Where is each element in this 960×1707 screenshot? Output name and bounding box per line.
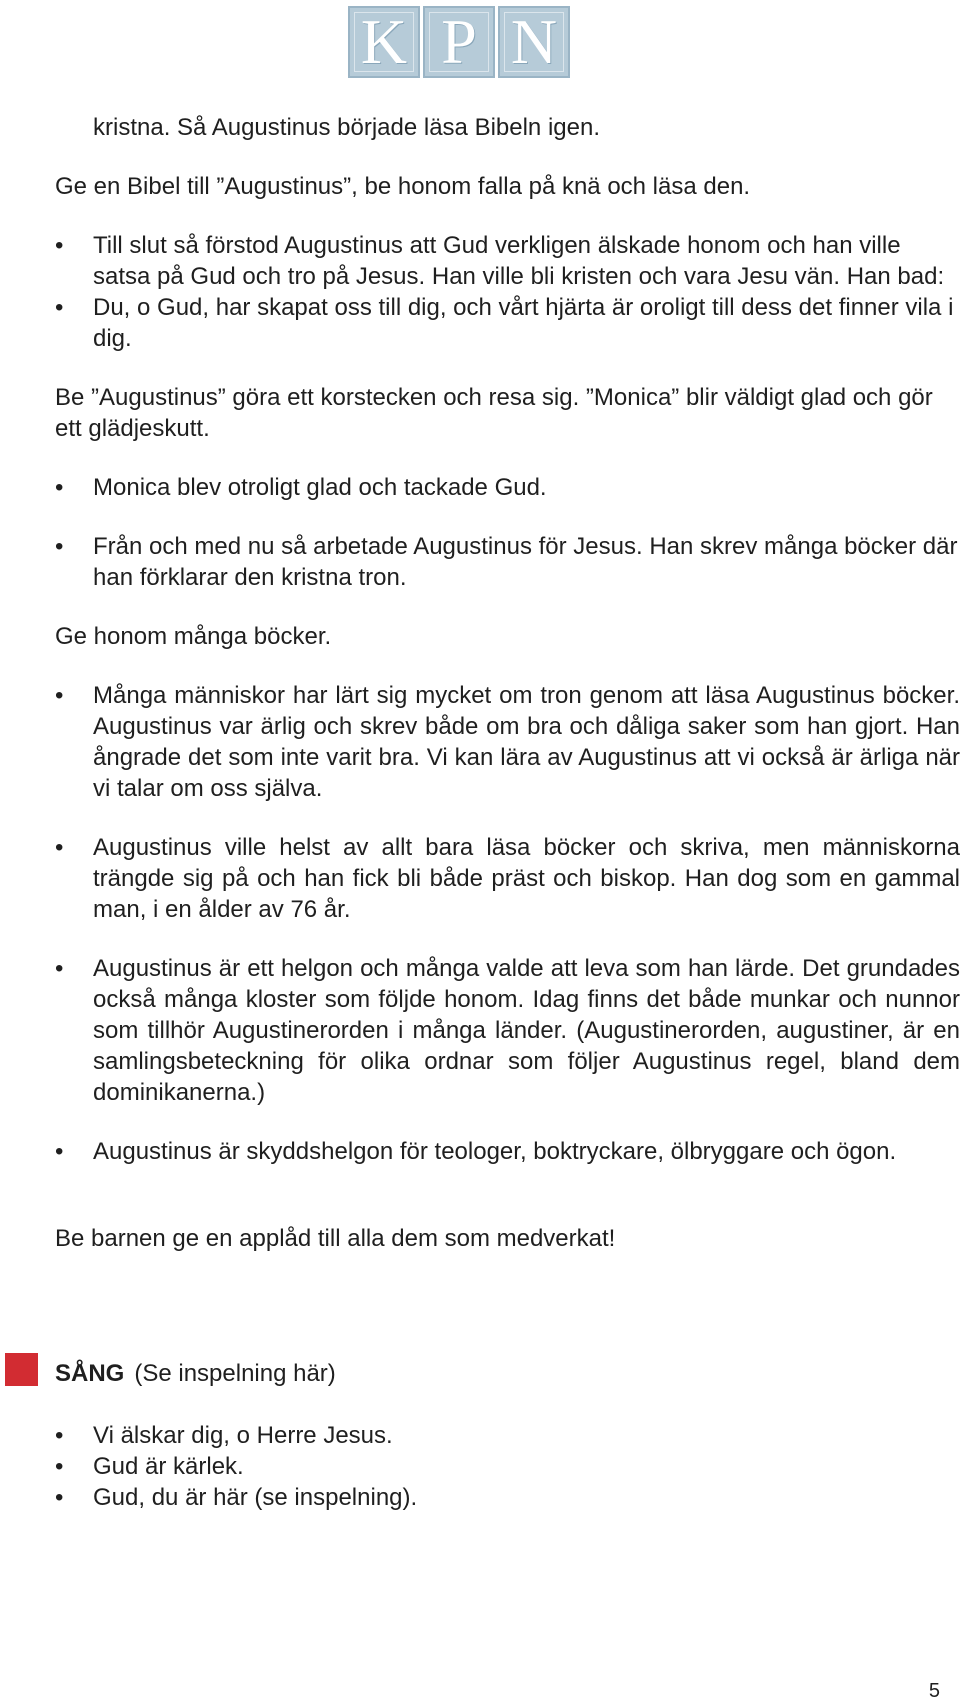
song-list-item [55,1482,960,1513]
instruction: Ge en Bibel till ”Augustinus”, be honom falla på knä och läsa den. [55,173,751,200]
list-item-text: Monica blev otroligt glad och tackade Gud. [93,474,547,501]
logo-tile-k [348,6,420,78]
list-item [55,531,960,593]
bullet: • [55,1422,64,1449]
list-item [55,292,960,354]
bullet: • [55,955,64,982]
list-item [55,832,960,925]
logo-letter: N [510,6,558,77]
logo-letter: K [360,6,408,77]
song-heading [55,1358,960,1406]
song-list-item [55,1451,960,1482]
bullet: • [55,294,64,321]
song-title: SÅNG [55,1360,125,1387]
paragraph: kristna. Så Augustinus började läsa Bibeln igen. [93,114,600,141]
list-item-text: Från och med nu så arbetade Augustinus för Jesus. Han skrev många böcker där han förklarar den kristna tron. [93,533,958,591]
bullet: • [55,682,64,709]
song-list-item [55,1420,960,1451]
list-item-text: Många människor har lärt sig mycket om tron genom att läsa Augustinus böcker. Augustinus var ärlig och skrev både om bra och dåliga saker som han gjort. Han ångrade det som inte varit bra. Vi kan lära av Augustinus att vi också är ärliga när vi talar om oss själva. [93,682,960,802]
bullet: • [55,232,64,259]
song-name: Gud, du är här (se inspelning). [93,1484,418,1511]
instruction: Be ”Augustinus” göra ett korstecken och resa sig. ”Monica” blir väldigt glad och gör ett glädjeskutt. [55,384,933,442]
list-item [55,1136,960,1167]
logo-tile-p [423,6,495,78]
list-item-text: Augustinus är skyddshelgon för teologer, boktryckare, ölbryggare och ögon. [93,1138,897,1165]
logo-letter: P [441,6,477,77]
list-item [55,953,960,1108]
list-item-text: Augustinus ville helst av allt bara läsa böcker och skriva, men människorna trängde sig på och han fick bli både präst och biskop. Han dog som en gammal man, i en ålder av 76 år. [93,834,960,923]
list-item [55,230,960,292]
song-name: Gud är kärlek. [93,1453,244,1480]
red-square-marker [5,1353,38,1386]
bullet: • [55,834,64,861]
bullet: • [55,533,64,560]
instruction: Ge honom många böcker. [55,623,332,650]
bullet: • [55,1484,64,1511]
document-body [55,112,960,1513]
bullet: • [55,1453,64,1480]
page-number: 5 [928,1680,940,1702]
list-item-text: Du, o Gud, har skapat oss till dig, och vårt hjärta är oroligt till dess det finner vila i dig. [93,294,954,352]
list-item-text: Till slut så förstod Augustinus att Gud verkligen älskade honom och han ville satsa på Gud och tro på Jesus. Han ville bli kristen och vara Jesu vän. Han bad: [93,232,945,290]
song-recording-note: (Se inspelning här) [134,1360,336,1387]
instruction: Be barnen ge en applåd till alla dem som medverkat! [55,1225,616,1252]
song-name: Vi älskar dig, o Herre Jesus. [93,1422,393,1449]
list-item [55,472,960,503]
list-item-text: Augustinus är ett helgon och många valde att leva som han lärde. Det grundades också många kloster som följde honom. Idag finns det både munkar och nunnor som tillhör Augustinerorden i många länder. (Augustinerorden, augustiner, är en samlingsbeteckning för olika ordnar som följer Augustinus regel, bland dem dominikanerna.) [93,955,960,1106]
list-item [55,680,960,804]
bullet: • [55,474,64,501]
bullet: • [55,1138,64,1165]
logo-tile-n [498,6,570,78]
kpn-logo [348,6,570,78]
